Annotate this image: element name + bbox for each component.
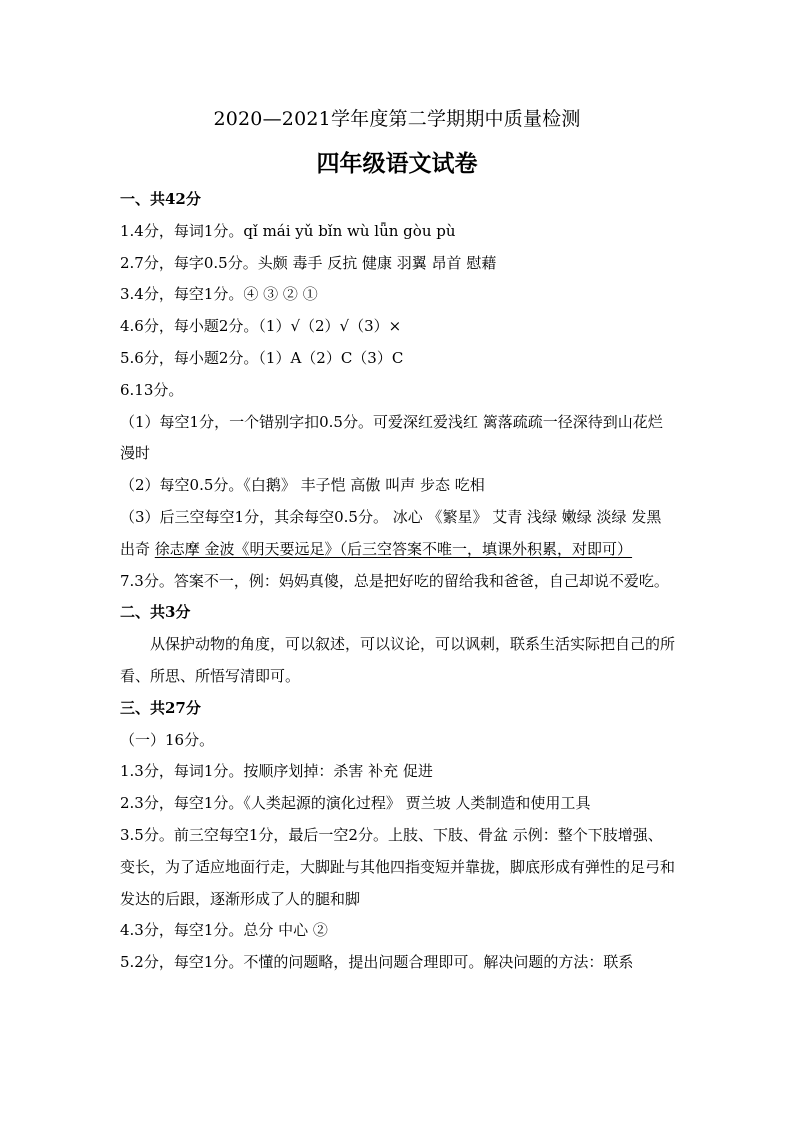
section-heading-3: 三、共27分 [120, 698, 201, 717]
answer-1-6: 6.13分。 [120, 380, 184, 399]
exam-title: 2020—2021学年度第二学期期中质量检测 [213, 108, 581, 130]
answer-1-6-2: （2）每空0.5分。《白鹅》 丰子恺 高傲 叫声 步态 吃相 [120, 476, 485, 495]
answer-3-4: 4.3分，每空1分。总分 中心 ② [120, 921, 328, 940]
answer-content [120, 184, 676, 979]
answer-1-4: 4.6分，每小题2分。（1）√（2）√（3）× [120, 317, 402, 336]
answer-3-2: 2.3分，每空1分。《人类起源的演化过程》 贾兰坡 人类制造和使用工具 [120, 794, 591, 813]
answer-1-3: 3.4分，每空1分。④ ③ ② ① [120, 285, 318, 304]
answer-1-7: 7.3分。答案不一，例：妈妈真傻，总是把好吃的留给我和爸爸，自己却说不爱吃。 [120, 571, 669, 590]
answer-1-6-3-text: （3）后三空每空1分，其余每空0.5分。 冰心 《繁星》 艾青 浅绿 嫩绿 淡绿 发黑 出奇 [120, 507, 662, 558]
answer-1-6-3 [120, 502, 676, 566]
answer-1-1: 1.4分，每词1分。qǐ mái yǔ bǐn wù lǖn gòu pù [120, 221, 456, 240]
answer-3-3: 3.5分。前三空每空1分，最后一空2分。上肢、下肢、骨盆 示例：整个下肢增强、变长，为了适应地面行走，大脚趾与其他四指变短并靠拢，脚底形成有弹性的足弓和发达的后跟，逐渐形成了人的腿和脚 [120, 825, 676, 908]
section-heading-2: 二、共3分 [120, 603, 191, 622]
answer-1-2: 2.7分，每字0.5分。头颇 毒手 反抗 健康 羽翼 昂首 慰藉 [120, 253, 497, 272]
answer-1-6-1: （1）每空1分，一个错别字扣0.5分。可爱深红爱浅红 篱落疏疏一径深待到山花烂漫时 [120, 412, 663, 463]
answer-2-text: 从保护动物的角度，可以叙述，可以议论，可以讽刺，联系生活实际把自己的所看、所思、所悟写清即可。 [120, 635, 676, 685]
section-heading-1: 一、共42分 [120, 190, 201, 208]
answer-3-1: 1.3分，每词1分。按顺序划掉：杀害 补充 促进 [120, 762, 433, 781]
answer-3-sub1: （一）16分。 [120, 730, 215, 749]
answer-1-5: 5.6分，每小题2分。（1）A（2）C（3）C [120, 348, 404, 367]
answer-3-5: 5.2分，每空1分。不懂的问题略，提出问题合理即可。解决问题的方法：联系 [120, 953, 634, 972]
answer-1-6-3-underlined: 徐志摩 金波《明天要远足》（后三空答案不唯一，填课外积累，对即可） [154, 539, 633, 558]
exam-subtitle: 四年级语文试卷 [316, 150, 478, 177]
